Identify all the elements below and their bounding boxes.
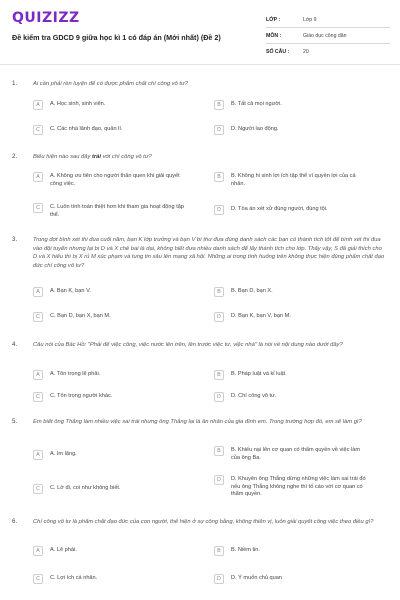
meta-label: SỐ CÂU : — [266, 48, 290, 55]
question-number: 2. — [12, 153, 18, 160]
option-d[interactable] — [214, 312, 369, 322]
option-c[interactable] — [33, 125, 188, 135]
option-text: B. Bạn D, bạn X. — [231, 288, 273, 294]
option-letter-box: B — [214, 370, 224, 380]
option-text: D. Bạn K, bạn V, bạn M. — [231, 313, 291, 319]
option-c[interactable] — [33, 312, 188, 322]
option-letter-box: D — [214, 205, 224, 215]
option-letter-box: B — [214, 446, 224, 456]
question-text: Chí công vô tư là phẩm chất đạo đức của con người, thể hiện ở sự công bằng, không thiên vị, luôn giải quyết công việc theo điều gì? — [33, 519, 374, 525]
option-text: C. Lờ đi, coi như không biết. — [50, 485, 121, 491]
option-c[interactable] — [33, 203, 188, 219]
option-text: B. Tất cả mọi người. — [231, 101, 282, 107]
option-text: C. Lợi ích cá nhân. — [50, 575, 98, 581]
option-text: D. Tòa án xét xử đúng người, đúng tội. — [231, 206, 328, 212]
option-text: D. Ý muốn chủ quan — [231, 575, 282, 581]
option-text: C. Luôn tính toán thiệt hơn khi tham gia hoạt động tập thể. — [50, 204, 184, 218]
option-c[interactable] — [33, 484, 188, 494]
question-number: 1. — [12, 80, 18, 87]
option-letter-box: A — [33, 546, 43, 556]
header-divider — [0, 64, 400, 65]
option-letter-box: A — [33, 172, 43, 182]
meta-label: MÔN : — [266, 32, 282, 39]
option-c[interactable] — [33, 392, 188, 402]
option-b[interactable] — [214, 287, 369, 297]
meta-value: Lớp 9 — [303, 16, 317, 23]
option-letter-box: D — [214, 125, 224, 135]
option-text: A. Tôn trọng lẽ phải. — [50, 371, 101, 377]
option-c[interactable] — [33, 574, 188, 584]
option-text: B. Pháp luật và kỉ luật. — [231, 371, 287, 377]
option-d[interactable] — [214, 205, 369, 215]
question-number: 5. — [12, 418, 18, 425]
option-b[interactable] — [214, 546, 369, 556]
option-letter-box: B — [214, 546, 224, 556]
question-number: 6. — [12, 518, 18, 525]
quizizz-logo: QUIZIZZ — [12, 10, 80, 26]
option-b[interactable] — [214, 100, 369, 110]
option-letter-box: C — [33, 312, 43, 322]
option-text: D. Người lao động. — [231, 126, 279, 132]
option-d[interactable] — [214, 475, 369, 499]
option-a[interactable] — [33, 100, 188, 110]
option-text: D. Khuyên ông Thắng dừng những việc làm sai trái đó nếu ông Thắng không nghe thì tố cáo với cơ quan có thẩm quyền. — [231, 476, 366, 498]
option-letter-box: A — [33, 100, 43, 110]
option-text: C. Các nhà lãnh đạo, quản lí. — [50, 126, 123, 132]
option-text: A. Không ưu tiên cho người thân quen khi giải quyết công việc. — [50, 173, 180, 187]
question-text: Ai cần phải rèn luyện để có được phẩm chất chí công vô tư? — [33, 81, 188, 87]
option-letter-box: B — [214, 172, 224, 182]
question-text: Câu nói của Bác Hồ: "Phải để việc công, việc nước lên trên, lên trước việc tư, việc nhà" là nói về nội dung nào dưới đây? — [33, 342, 343, 348]
meta-row-class — [266, 12, 390, 28]
option-letter-box: A — [33, 370, 43, 380]
option-a[interactable] — [33, 172, 188, 188]
option-text: A. Im lặng. — [50, 451, 77, 457]
option-letter-box: C — [33, 125, 43, 135]
option-letter-box: D — [214, 392, 224, 402]
option-letter-box: B — [214, 287, 224, 297]
option-letter-box: D — [214, 574, 224, 584]
option-text: B. Niềm tin. — [231, 547, 260, 553]
option-text: D. Chí công vô tư. — [231, 393, 277, 399]
option-letter-box: C — [33, 574, 43, 584]
option-letter-box: A — [33, 450, 43, 460]
question-number: 4. — [12, 341, 18, 348]
option-letter-box: C — [33, 484, 43, 494]
option-b[interactable] — [214, 370, 369, 380]
option-letter-box: C — [33, 203, 43, 213]
option-d[interactable] — [214, 392, 369, 402]
option-letter-box: B — [214, 100, 224, 110]
option-text: B. Không hi sinh lợi ích tập thể vì quyền lợi của cá nhân. — [231, 173, 356, 187]
option-letter-box: D — [214, 312, 224, 322]
option-text: A. Học sinh, sinh viên. — [50, 101, 106, 107]
option-text: A. Bạn K, bạn V. — [50, 288, 91, 294]
option-letter-box: D — [214, 475, 224, 485]
option-text: C. Bạn D, bạn X, bạn M. — [50, 313, 111, 319]
option-a[interactable] — [33, 287, 188, 297]
option-a[interactable] — [33, 450, 188, 460]
meta-label: LỚP : — [266, 16, 281, 23]
option-d[interactable] — [214, 125, 369, 135]
option-a[interactable] — [33, 370, 188, 380]
option-text: A. Lẽ phải. — [50, 547, 77, 553]
meta-row-count — [266, 44, 390, 59]
option-a[interactable] — [33, 546, 188, 556]
option-letter-box: A — [33, 287, 43, 297]
option-text: C. Tôn trọng người khác. — [50, 393, 113, 399]
option-text: B. Khiếu nại lên cơ quan có thẩm quyền về việc làm của ông Ba. — [231, 447, 360, 461]
document-header — [0, 0, 400, 62]
question-text: Biểu hiện nào sau đây trái với chí công vô tư? — [33, 154, 152, 160]
meta-table — [266, 12, 390, 59]
meta-value: 20 — [303, 48, 309, 55]
meta-value: Giáo dục công dân — [303, 32, 347, 39]
meta-row-subject — [266, 28, 390, 44]
option-b[interactable] — [214, 172, 369, 188]
option-b[interactable] — [214, 446, 369, 462]
question-text: Trong đợt bình xét thi đua cuối năm, bạn K lớp trưởng và bạn V bí thư đưa đúng danh sách các bạn có thành tích tốt để bình xét thi đua vào đội tuyển nhưng lại bị D và X chê bai là dại, không biết đưa nhiều danh sách để lấy thành tích cho lớp. Thấy vậy, S đã giải thích cho D và X hiểu thì bị X rủ M xúc phạm và tung tin xấu lên mạng xã hội. Những ai trong tình huống trên không thực hiện đúng phẩm chất đạo đức chí công vô tư? — [33, 237, 385, 269]
option-d[interactable] — [214, 574, 369, 584]
question-text: Em biết ông Thắng làm nhiều việc sai trái nhưng ông Thắng lại là ân nhân của gia đình em. Trong trường hợp đó, em sẽ làm gì? — [33, 419, 362, 425]
option-letter-box: C — [33, 392, 43, 402]
question-number: 3. — [12, 236, 18, 243]
document-title: Đề kiểm tra GDCD 9 giữa học kì 1 có đáp án (Mới nhất) (Đề 2) — [12, 33, 221, 42]
